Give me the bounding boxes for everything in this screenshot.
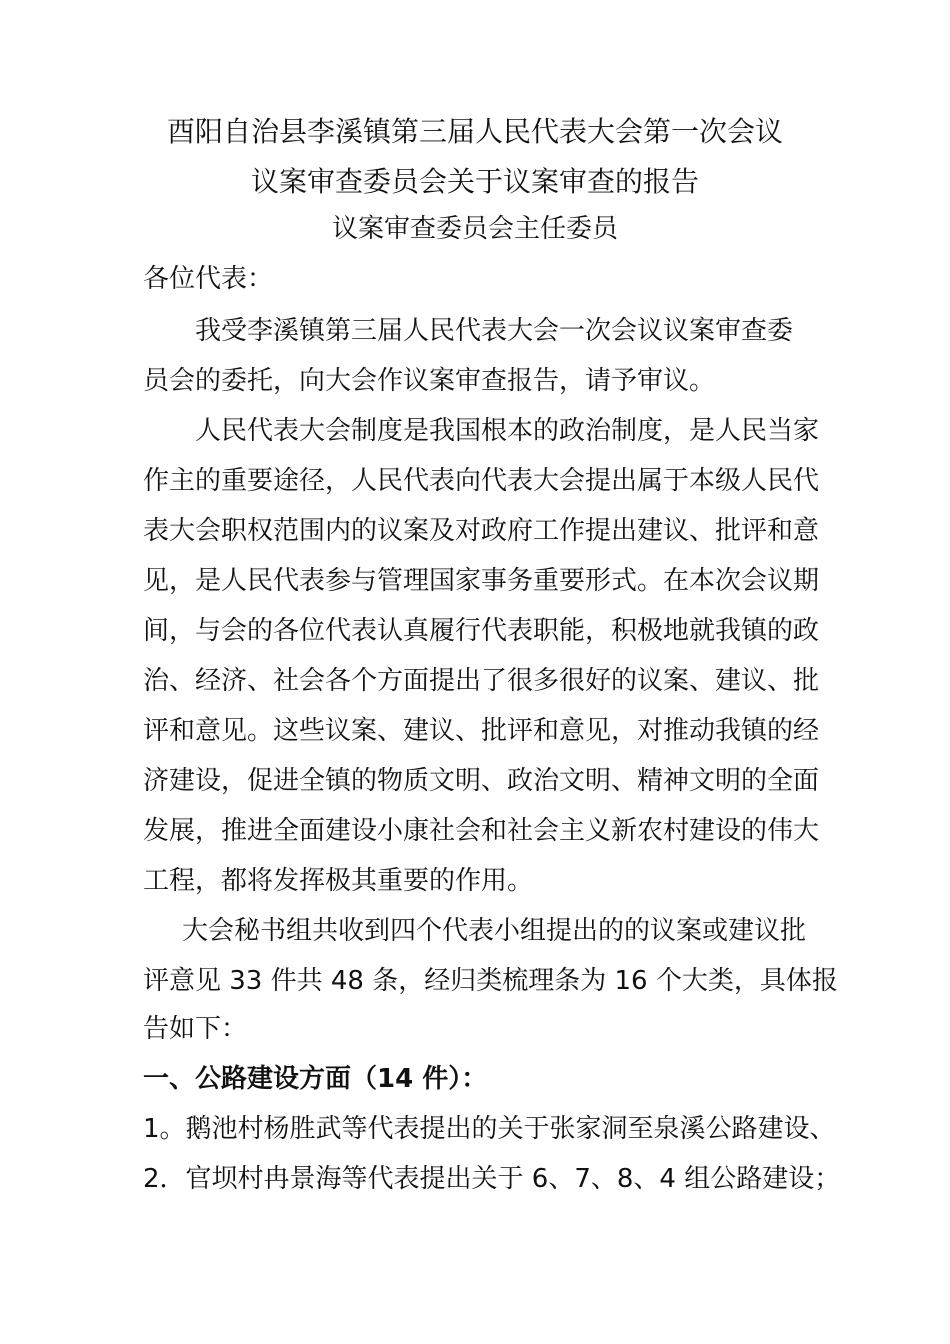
paragraph-3-line-2: 评意见 33 件共 48 条，经归类梳理条为 16 个大类，具体报 <box>143 966 838 996</box>
paragraph-2-line-5: 间，与会的各位代表认真履行代表职能，积极地就我镇的政 <box>143 616 820 646</box>
paragraph-1-line-1: 我受李溪镇第三届人民代表大会一次会议议案审查委 <box>195 316 794 346</box>
paragraph-2-line-1: 人民代表大会制度是我国根本的政治制度，是人民当家 <box>195 416 820 446</box>
paragraph-3-line-3: 告如下： <box>143 1014 248 1044</box>
document-title-line-2: 议案审查委员会关于议案审查的报告 <box>250 165 699 198</box>
speaker-line: 议案审查委员会主任委员 <box>331 214 618 244</box>
paragraph-1-line-2: 员会的委托，向大会作议案审查报告，请予审议。 <box>143 366 716 396</box>
paragraph-2-line-4: 见，是人民代表参与管理国家事务重要形式。在本次会议期 <box>143 566 820 596</box>
paragraph-2-line-9: 发展，推进全面建设小康社会和社会主义新农村建设的伟大 <box>143 816 820 846</box>
paragraph-2-line-7: 评和意见。这些议案、建议、批评和意见，对推动我镇的经 <box>143 716 820 746</box>
paragraph-2-line-3: 表大会职权范围内的议案及对政府工作提出建议、批评和意 <box>143 516 820 546</box>
paragraph-2-line-10: 工程，都将发挥极其重要的作用。 <box>143 866 534 896</box>
paragraph-3-line-1: 大会秘书组共收到四个代表小组提出的的议案或建议批 <box>182 916 807 946</box>
paragraph-2-line-2: 作主的重要途径，人民代表向代表大会提出属于本级人民代 <box>143 466 820 496</box>
paragraph-2-line-8: 济建设，促进全镇的物质文明、政治文明、精神文明的全面 <box>143 766 820 796</box>
section-1-heading: 一、公路建设方面（14 件）： <box>143 1064 488 1094</box>
list-item-2: 2．官坝村冉景海等代表提出关于 6、7、8、4 组公路建设； <box>143 1164 841 1194</box>
paragraph-2-line-6: 治、经济、社会各个方面提出了很多很好的议案、建议、批 <box>143 666 820 696</box>
list-item-1: 1。鹅池村杨胜武等代表提出的关于张家洞至泉溪公路建设、 <box>143 1114 836 1144</box>
document-title-line-1: 酉阳自治县李溪镇第三届人民代表大会第一次会议 <box>166 115 783 148</box>
greeting: 各位代表： <box>143 264 274 294</box>
